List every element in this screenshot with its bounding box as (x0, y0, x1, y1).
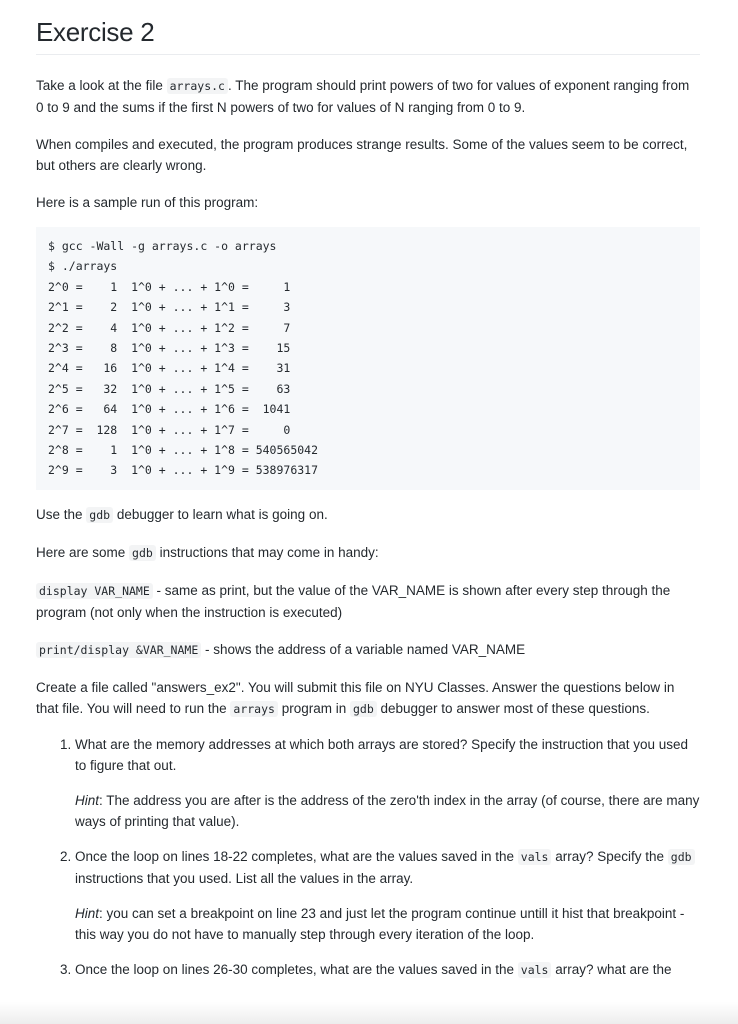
question-text: 1. What are the memory addresses at which both arrays are stored? Specify the instruction that you used to figure that out. (75, 736, 689, 773)
question-item (75, 734, 700, 832)
use-gdb-text-b: debugger to learn what is going on. (113, 506, 328, 522)
sample-run-intro: Here is a sample run of this program: (36, 195, 259, 210)
question-text-a: Once the loop on lines 26-30 completes, what are the values saved in the (75, 961, 518, 977)
print-command-description (36, 639, 700, 661)
question-text (75, 959, 700, 981)
display-desc-text: - same as print, but the value of the VAR_NAME is shown after every step through the program (not only when the instruction is executed) (36, 582, 671, 620)
display-command-description (36, 580, 700, 623)
document-page (36, 0, 700, 995)
page-title: Exercise 2 (36, 0, 700, 55)
instructions-text-a: Here are some (36, 544, 130, 560)
terminal-line: 2^8 = 1 1^0 + ... + 1^8 = 540565042 (48, 443, 319, 458)
terminal-line: $ ./arrays (48, 259, 118, 274)
strange-results-paragraph: When compiles and executed, the program produces strange results. Some of the values seem to be correct, but others are clearly wrong. (36, 137, 688, 173)
terminal-line: 2^5 = 32 1^0 + ... + 1^5 = 63 (48, 381, 291, 396)
create-file-paragraph (36, 677, 700, 720)
intro-text-b: . The program should print powers of two for values of exponent ranging from 0 to 9 and the sums if the first N powers of two for values of N ranging from 0 to 9. (36, 78, 690, 115)
instructions-text-b: instructions that may come in handy: (155, 544, 379, 560)
question-text-c: instructions that you used. List all the values in the array. (75, 870, 414, 886)
question-item (75, 846, 700, 945)
gdb-instructions-intro (36, 542, 700, 564)
question-text-b: array? what are the (551, 961, 672, 977)
question-item (75, 959, 700, 981)
questions-list (36, 734, 700, 981)
terminal-line: 2^1 = 2 1^0 + ... + 1^1 = 3 (48, 300, 291, 315)
terminal-line: 2^0 = 1 1^0 + ... + 1^0 = 1 (48, 279, 291, 294)
terminal-line: 2^4 = 16 1^0 + ... + 1^4 = 31 (48, 361, 291, 376)
hint-text: : The address you are after is the address of the zero'th index in the array (of course, there are many ways of printing that value). (75, 792, 700, 829)
create-file-text-a: Create a file called "answers_ex2". You will submit this file on NYU Classes. Answer the questions below in that file. You will need to run the (36, 679, 675, 716)
create-file-text-c: debugger to answer most of these questions. (376, 700, 650, 716)
terminal-line: 2^3 = 8 1^0 + ... + 1^3 = 15 (48, 341, 291, 356)
terminal-line: 2^9 = 3 1^0 + ... + 1^9 = 538976317 (48, 463, 319, 478)
inline-code-display: display VAR_NAME (36, 583, 153, 599)
inline-code-gdb: gdb (129, 545, 156, 561)
create-file-text-b: program in (277, 700, 350, 716)
inline-code-gdb: gdb (350, 701, 377, 717)
use-gdb-paragraph (36, 504, 700, 526)
terminal-line: 2^2 = 4 1^0 + ... + 1^2 = 7 (48, 320, 291, 335)
question-text-b: array? Specify the (551, 848, 668, 864)
terminal-line: 2^7 = 128 1^0 + ... + 1^7 = 0 (48, 422, 291, 437)
hint-label: Hint (75, 905, 100, 921)
inline-code-arrays-c: arrays.c (167, 78, 228, 94)
use-gdb-text-a: Use the (36, 506, 87, 522)
print-desc-text: - shows the address of a variable named VAR_NAME (201, 641, 526, 657)
terminal-output-block (36, 227, 700, 490)
inline-code-vals: vals (518, 849, 552, 865)
hint-label: Hint (75, 792, 100, 808)
inline-code-arrays: arrays (230, 701, 278, 717)
question-text-a: Once the loop on lines 18-22 completes, what are the values saved in the (75, 848, 518, 864)
question-text (75, 846, 700, 889)
inline-code-gdb: gdb (668, 849, 695, 865)
intro-paragraph (36, 75, 700, 118)
hint-text: : you can set a breakpoint on line 23 and just let the program continue untill it hist that breakpoint - this way you do not have to manually step through every iteration of the loop. (75, 905, 685, 942)
terminal-line: 2^6 = 64 1^0 + ... + 1^6 = 1041 (48, 402, 291, 417)
inline-code-print-display: print/display &VAR_NAME (36, 642, 201, 658)
question-hint (75, 790, 700, 832)
terminal-line: $ gcc -Wall -g arrays.c -o arrays (48, 239, 277, 253)
bottom-fade (0, 1002, 738, 1024)
inline-code-vals: vals (518, 962, 552, 978)
inline-code-gdb: gdb (86, 507, 113, 523)
intro-text-a: Take a look at the file (36, 78, 167, 93)
question-hint (75, 903, 700, 945)
